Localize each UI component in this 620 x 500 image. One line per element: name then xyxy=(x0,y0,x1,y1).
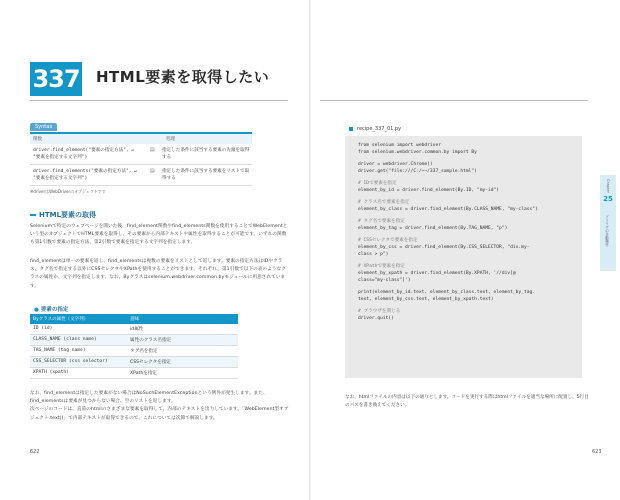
by-attr: TAG_NAME (tag name) xyxy=(33,348,86,353)
body-paragraph: Seleniumで特定のウェブページを開いた後、find_element関数やfind_elements関数を使用することでWebElementという型のオブジェクトでHTML要素を取得し、その要素から内部テキストや属性を取得することが可能です。いずれの関数も第1引数で要素の指定方法、第2引数で要素を指定する文字列を指定します。 xyxy=(30,224,288,246)
code-comment: # ブラウザを閉じる xyxy=(358,309,401,314)
syntax-table xyxy=(30,132,252,186)
syntax-desc: 指定した条件に該当する要素の先頭を取得する xyxy=(162,148,250,160)
by-meaning: XPathを指定 xyxy=(130,371,158,376)
syntax-row xyxy=(30,165,252,186)
by-table-header xyxy=(30,314,238,324)
syntax-row xyxy=(30,144,252,165)
table-row xyxy=(30,335,238,346)
by-table-title-text: 要素の指定 xyxy=(40,307,69,313)
heading-bar-icon xyxy=(30,214,36,216)
chapter-name: ブラウザの自動操作 xyxy=(605,215,610,247)
syntax-tag: Syntax xyxy=(30,123,57,131)
code-comment: # CSSセレクタで要素を指定 xyxy=(358,238,418,243)
page-title: HTML要素を取得したい xyxy=(96,68,270,86)
chapter-number: 25 xyxy=(603,195,613,203)
table-row xyxy=(30,357,238,368)
code-comment: # XPathで要素を指定 xyxy=(358,264,405,269)
by-meaning: 属性のクラス名指定 xyxy=(130,338,172,343)
table-row xyxy=(30,346,238,357)
by-attr: CSS_SELECTOR (css selector) xyxy=(33,359,108,364)
syntax-header-process: 処理 xyxy=(166,137,175,142)
title-divider-left xyxy=(30,100,288,101)
code-line: from selenium.webdriver.common.by import By xyxy=(358,150,477,155)
table-row xyxy=(30,368,238,379)
chapter-label: Chapter xyxy=(606,179,610,193)
code-comment: # IDで要素を指定 xyxy=(358,181,397,186)
code-line: element_by_tag = driver.find_element(By.TAG_NAME, "p") xyxy=(358,226,508,231)
code-line: element_by_id = driver.find_element(By.ID, "my-id") xyxy=(358,188,500,193)
code-line: element_by_class = driver.find_element(By.CLASS_NAME, "my-class") xyxy=(358,207,538,212)
body-paragraph: なお、find_elementは指定した要素がない場合はNoSuchElementExceptionという例外が発生します。また、find_elementsは要素が見つからない場合、空のリストを返します。 次ページのコードは、直前のhtmlのさまざまな要素を取得して、内部のテキストを出力しています。「WebElement型オブジェクト.text()」で内部テキストが取得できるので、これについては次節で解説します。 xyxy=(30,391,289,421)
code-line: driver.get("file:///C:/~~/337_sample.html") xyxy=(358,169,477,174)
gutter xyxy=(309,0,311,500)
chapter-tab xyxy=(600,175,616,271)
syntax-table-header xyxy=(30,134,252,144)
by-table xyxy=(30,314,238,379)
recipe-file-name: recipe_337_01.py xyxy=(357,126,402,132)
code-line: text, element_by_css.text, element_by_xpath.text) xyxy=(358,297,494,302)
by-meaning: id属性 xyxy=(130,327,144,332)
code-block xyxy=(345,136,582,378)
by-header-meaning: 意味 xyxy=(130,317,139,322)
copy-icon: ▤ xyxy=(150,147,155,153)
code-comment: # クラス名で要素を指定 xyxy=(358,200,410,205)
page-number-left: 622 xyxy=(30,449,40,455)
file-marker-icon xyxy=(349,127,353,131)
table-row xyxy=(30,324,238,335)
syntax-box xyxy=(30,113,252,195)
code-comment: # タグ名で要素を指定 xyxy=(358,219,405,224)
body-paragraph: なお、htmlファイルの内容は以下の通りとします。コードを実行する際はhtmlファイルを適当な場所に配置し、5行目のパスを書き換えてください。 xyxy=(345,395,589,409)
syntax-note: ※driverはWebDriverのオブジェクトです xyxy=(30,189,106,194)
syntax-header-function: 関数 xyxy=(33,137,42,142)
code-line: element_by_css = driver.find_element(By.CSS_SELECTOR, "div.my- xyxy=(358,245,530,250)
by-attr: XPATH (xpath) xyxy=(33,370,69,375)
by-meaning: タグ名を指定 xyxy=(130,349,158,354)
recipe-file-label xyxy=(349,126,401,132)
body-paragraph: find_elementは単一の要素を返し、find_elementsは複数の要素をリストとして返します。要素の指定方法はIDやクラス、タグ名で指定する以外にCSSセレクタやXPathを使用することができます。それぞれ、第1引数で以下の表のようなクラスの属性か、文字列を指定します。なお、Byクラスはselenium.webdriver.common.byモジュールに用意されています。 xyxy=(30,259,286,289)
section-heading xyxy=(30,210,96,220)
code-line: from selenium import webdriver xyxy=(358,143,441,148)
code-line: print(element_by_id.text, element_by_class.text, element_by_tag. xyxy=(358,290,536,295)
by-attr: ID (id) xyxy=(33,326,53,331)
page-number-right: 623 xyxy=(592,449,602,455)
by-meaning: CSSセレクタを指定 xyxy=(130,360,172,365)
syntax-desc: 指定した条件に該当する要素をリストで取得する xyxy=(162,169,250,181)
syntax-code: driver.find_elements("要素の指定方法", ↵ "要素を指定する文字列") xyxy=(33,169,138,181)
title-divider-right xyxy=(320,100,588,101)
by-attr: CLASS_NAME (class name) xyxy=(33,337,97,342)
by-table-title xyxy=(34,305,68,313)
bullet-icon: ● xyxy=(34,307,39,313)
code-line: class > p") xyxy=(358,252,389,257)
recipe-number: 337 xyxy=(30,62,82,96)
code-line: class="my-class"]') xyxy=(358,278,411,283)
section-heading-text: HTML要素の取得 xyxy=(39,211,97,219)
code-line: element_by_xpath = driver.find_element(By.XPATH, '//div[@ xyxy=(358,271,516,276)
copy-icon: ▤ xyxy=(150,168,155,174)
by-header-attr: Byクラスの属性（文字列） xyxy=(33,317,89,322)
syntax-code: driver.find_element("要素の指定方法", ↵ "要素を指定する文字列") xyxy=(33,148,135,160)
code-line: driver = webdriver.Chrome() xyxy=(358,162,433,167)
code-line: driver.quit() xyxy=(358,316,394,321)
